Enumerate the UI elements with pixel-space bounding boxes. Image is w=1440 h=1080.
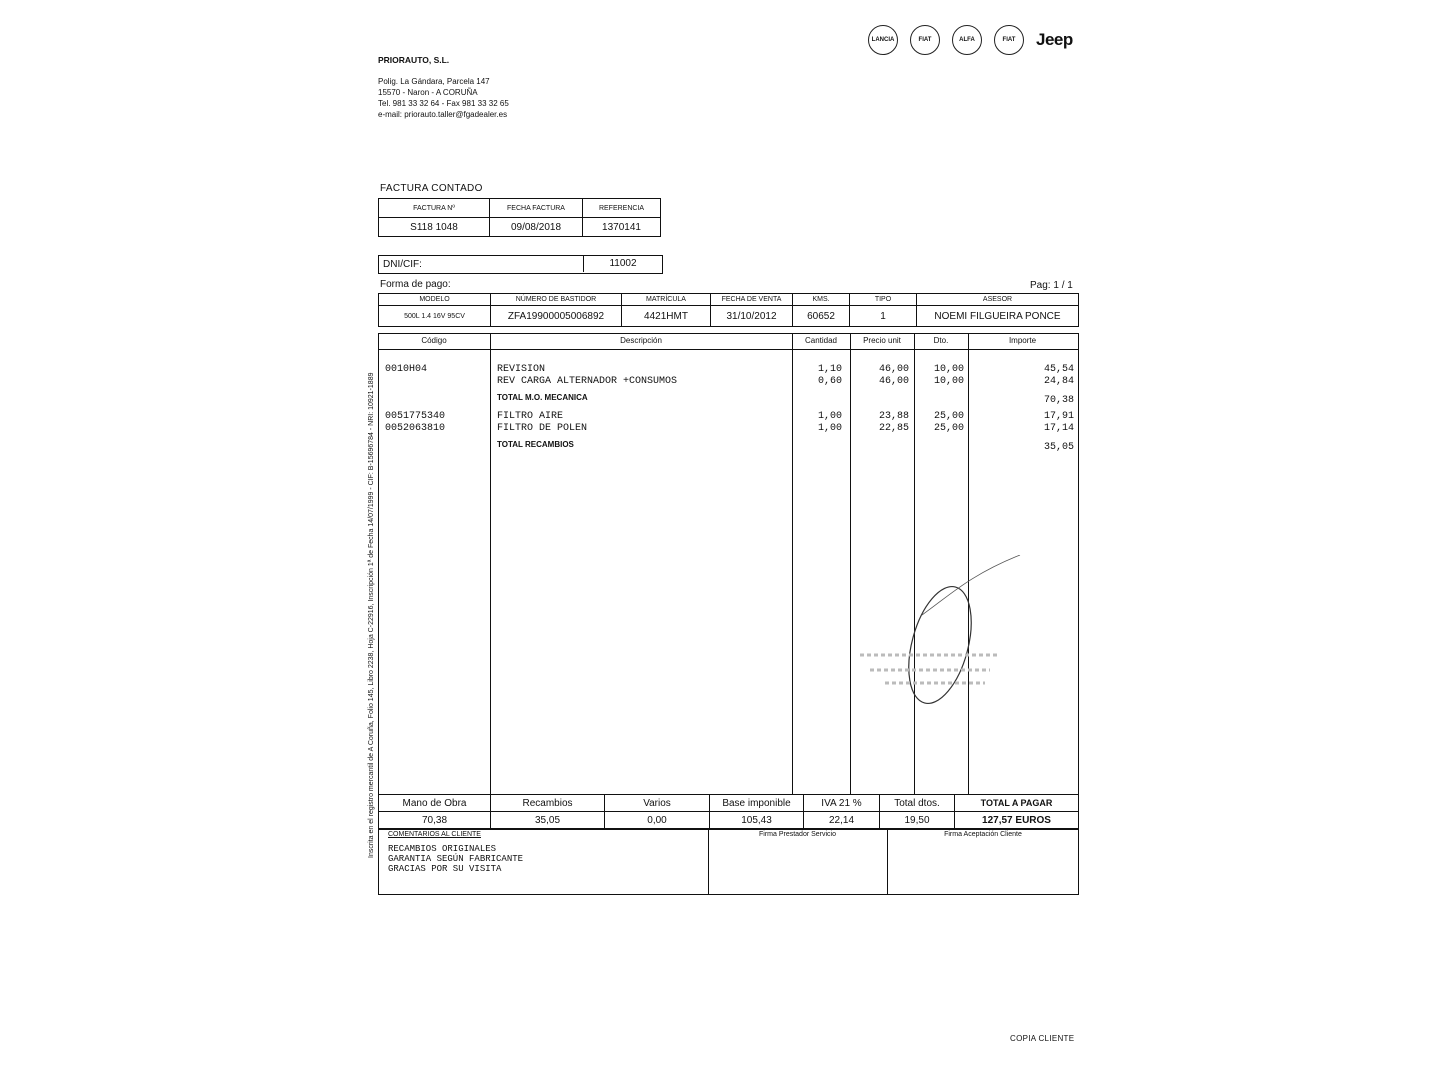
vat-amount: 22,14: [804, 812, 880, 829]
totals-table: [378, 794, 1079, 829]
vehicle-type: 1: [850, 306, 917, 327]
vehicle-sale-date: 31/10/2012: [711, 306, 793, 327]
line-quantity: 1,00: [817, 411, 842, 422]
total-discounts: 19,50: [880, 812, 955, 829]
payment-method-label: Forma de pago:: [380, 279, 451, 290]
totals-header: Base imponible: [710, 795, 804, 812]
invoice-date: 09/08/2018: [490, 218, 583, 237]
line-code: 0051775340: [385, 411, 446, 422]
brand-logos: [868, 25, 1073, 55]
line-discount: 25,00: [933, 411, 964, 422]
column-header-discount: Dto.: [933, 336, 949, 345]
customer-comments: [388, 844, 523, 874]
vehicle-advisor: NOEMI FILGUEIRA PONCE: [917, 306, 1079, 327]
total-misc: 0,00: [605, 812, 710, 829]
registry-text: Inscrita en el registro mercantil de A Coruña, Folio 145, Libro 2238, Hoja C-22916, Inscripción 1ª de Fecha 14/07/1999 - CIF: B-15696784 - NRI: 10921-1889: [368, 372, 375, 858]
vehicle-header: FECHA DE VENTA: [711, 294, 793, 306]
total-labor: 70,38: [379, 812, 491, 829]
provider-signature-label: Firma Prestador Servicio: [758, 831, 837, 838]
stamp-signature-icon: [850, 555, 1030, 725]
comment-line: GARANTIA SEGÚN FABRICANTE: [388, 854, 524, 864]
line-amount: 17,14: [1043, 423, 1074, 434]
line-description: FILTRO DE POLEN: [497, 423, 588, 434]
footer-divider: [708, 829, 709, 895]
line-unit-price: 46,00: [878, 364, 909, 375]
vehicle-header: MODELO: [379, 294, 491, 306]
invoice-date-header: FECHA FACTURA: [490, 199, 583, 218]
column-header-amount: Importe: [1008, 336, 1037, 345]
line-quantity: 1,00: [817, 423, 842, 434]
lancia-logo-icon: LANCIA: [868, 25, 898, 55]
vehicle-table: [378, 293, 1079, 327]
dni-label: DNI/CIF:: [383, 259, 422, 270]
line-amount: 17,91: [1043, 411, 1074, 422]
subtotal-label: TOTAL M.O. MECANICA: [497, 393, 588, 402]
company-name: PRIORAUTO, S.L.: [378, 55, 450, 65]
fiat-professional-logo-icon: FIAT: [994, 25, 1024, 55]
column-header-unit-price: Precio unit: [863, 336, 901, 345]
address-line: Tel. 981 33 32 64 - Fax 981 33 32 65: [378, 99, 509, 108]
vehicle-vin: ZFA19900005006892: [491, 306, 622, 327]
invoice-info-table: [378, 198, 661, 237]
copy-label: COPIA CLIENTE: [1010, 1034, 1075, 1043]
comments-label: COMENTARIOS AL CLIENTE: [388, 831, 481, 838]
line-unit-price: 22,85: [878, 423, 909, 434]
tax-base: 105,43: [710, 812, 804, 829]
line-code: 0052063810: [385, 423, 446, 434]
total-to-pay: 127,57 EUROS: [955, 812, 1079, 829]
column-divider: [792, 333, 793, 795]
line-code: 0010H04: [385, 364, 428, 375]
line-discount: 10,00: [933, 364, 964, 375]
company-address: [378, 76, 509, 120]
client-signature-label: Firma Aceptación Cliente: [944, 831, 1022, 838]
totals-header: Mano de Obra: [379, 795, 491, 812]
totals-header: IVA 21 %: [804, 795, 880, 812]
vehicle-plate: 4421HMT: [622, 306, 711, 327]
totals-header: TOTAL A PAGAR: [955, 795, 1079, 812]
vehicle-header: TIPO: [850, 294, 917, 306]
line-discount: 10,00: [933, 376, 964, 387]
totals-header: Varios: [605, 795, 710, 812]
dni-value: 11002: [583, 255, 662, 272]
page-number: Pag: 1 / 1: [1030, 280, 1073, 291]
line-description: FILTRO AIRE: [497, 411, 564, 422]
vehicle-header: NÚMERO DE BASTIDOR: [491, 294, 622, 306]
line-description: REV CARGA ALTERNADOR +CONSUMOS: [497, 376, 678, 387]
invoice-number-header: FACTURA Nº: [379, 199, 490, 218]
comment-line: RECAMBIOS ORIGINALES: [388, 844, 497, 854]
vehicle-header: MATRÍCULA: [622, 294, 711, 306]
alfa-romeo-logo-icon: ALFA: [952, 25, 982, 55]
line-quantity: 0,60: [817, 376, 842, 387]
address-line: 15570 - Naron - A CORUÑA: [378, 88, 478, 97]
comment-line: GRACIAS POR SU VISITA: [388, 864, 502, 874]
reference: 1370141: [583, 218, 661, 237]
vehicle-kms: 60652: [793, 306, 850, 327]
line-amount: 45,54: [1043, 364, 1074, 375]
line-unit-price: 23,88: [878, 411, 909, 422]
total-parts: 35,05: [491, 812, 605, 829]
totals-header: Recambios: [491, 795, 605, 812]
line-unit-price: 46,00: [878, 376, 909, 387]
fiat-logo-icon: FIAT: [910, 25, 940, 55]
column-header-description: Descripción: [620, 336, 662, 345]
address-line: e-mail: priorauto.taller@fgadealer.es: [378, 110, 508, 119]
totals-header: Total dtos.: [880, 795, 955, 812]
column-header-rule: [378, 349, 1079, 350]
column-divider: [490, 333, 491, 795]
vehicle-header: ASESOR: [917, 294, 1079, 306]
line-discount: 25,00: [933, 423, 964, 434]
jeep-logo: Jeep: [1036, 30, 1073, 49]
line-description: REVISION: [497, 364, 546, 375]
reference-header: REFERENCIA: [583, 199, 661, 218]
subtotal-label: TOTAL RECAMBIOS: [497, 440, 574, 449]
document-title: FACTURA CONTADO: [380, 183, 483, 194]
invoice-number: S118 1048: [379, 218, 490, 237]
subtotal-amount: 35,05: [1043, 442, 1074, 453]
line-amount: 24,84: [1043, 376, 1074, 387]
subtotal-amount: 70,38: [1043, 395, 1074, 406]
vehicle-header: KMS.: [793, 294, 850, 306]
column-header-code: Código: [421, 336, 447, 345]
address-line: Polig. La Gándara, Parcela 147: [378, 77, 490, 86]
footer-divider: [887, 829, 888, 895]
vehicle-model: 500L 1.4 16V 95CV: [379, 306, 491, 327]
line-quantity: 1,10: [817, 364, 842, 375]
column-header-quantity: Cantidad: [804, 336, 838, 345]
